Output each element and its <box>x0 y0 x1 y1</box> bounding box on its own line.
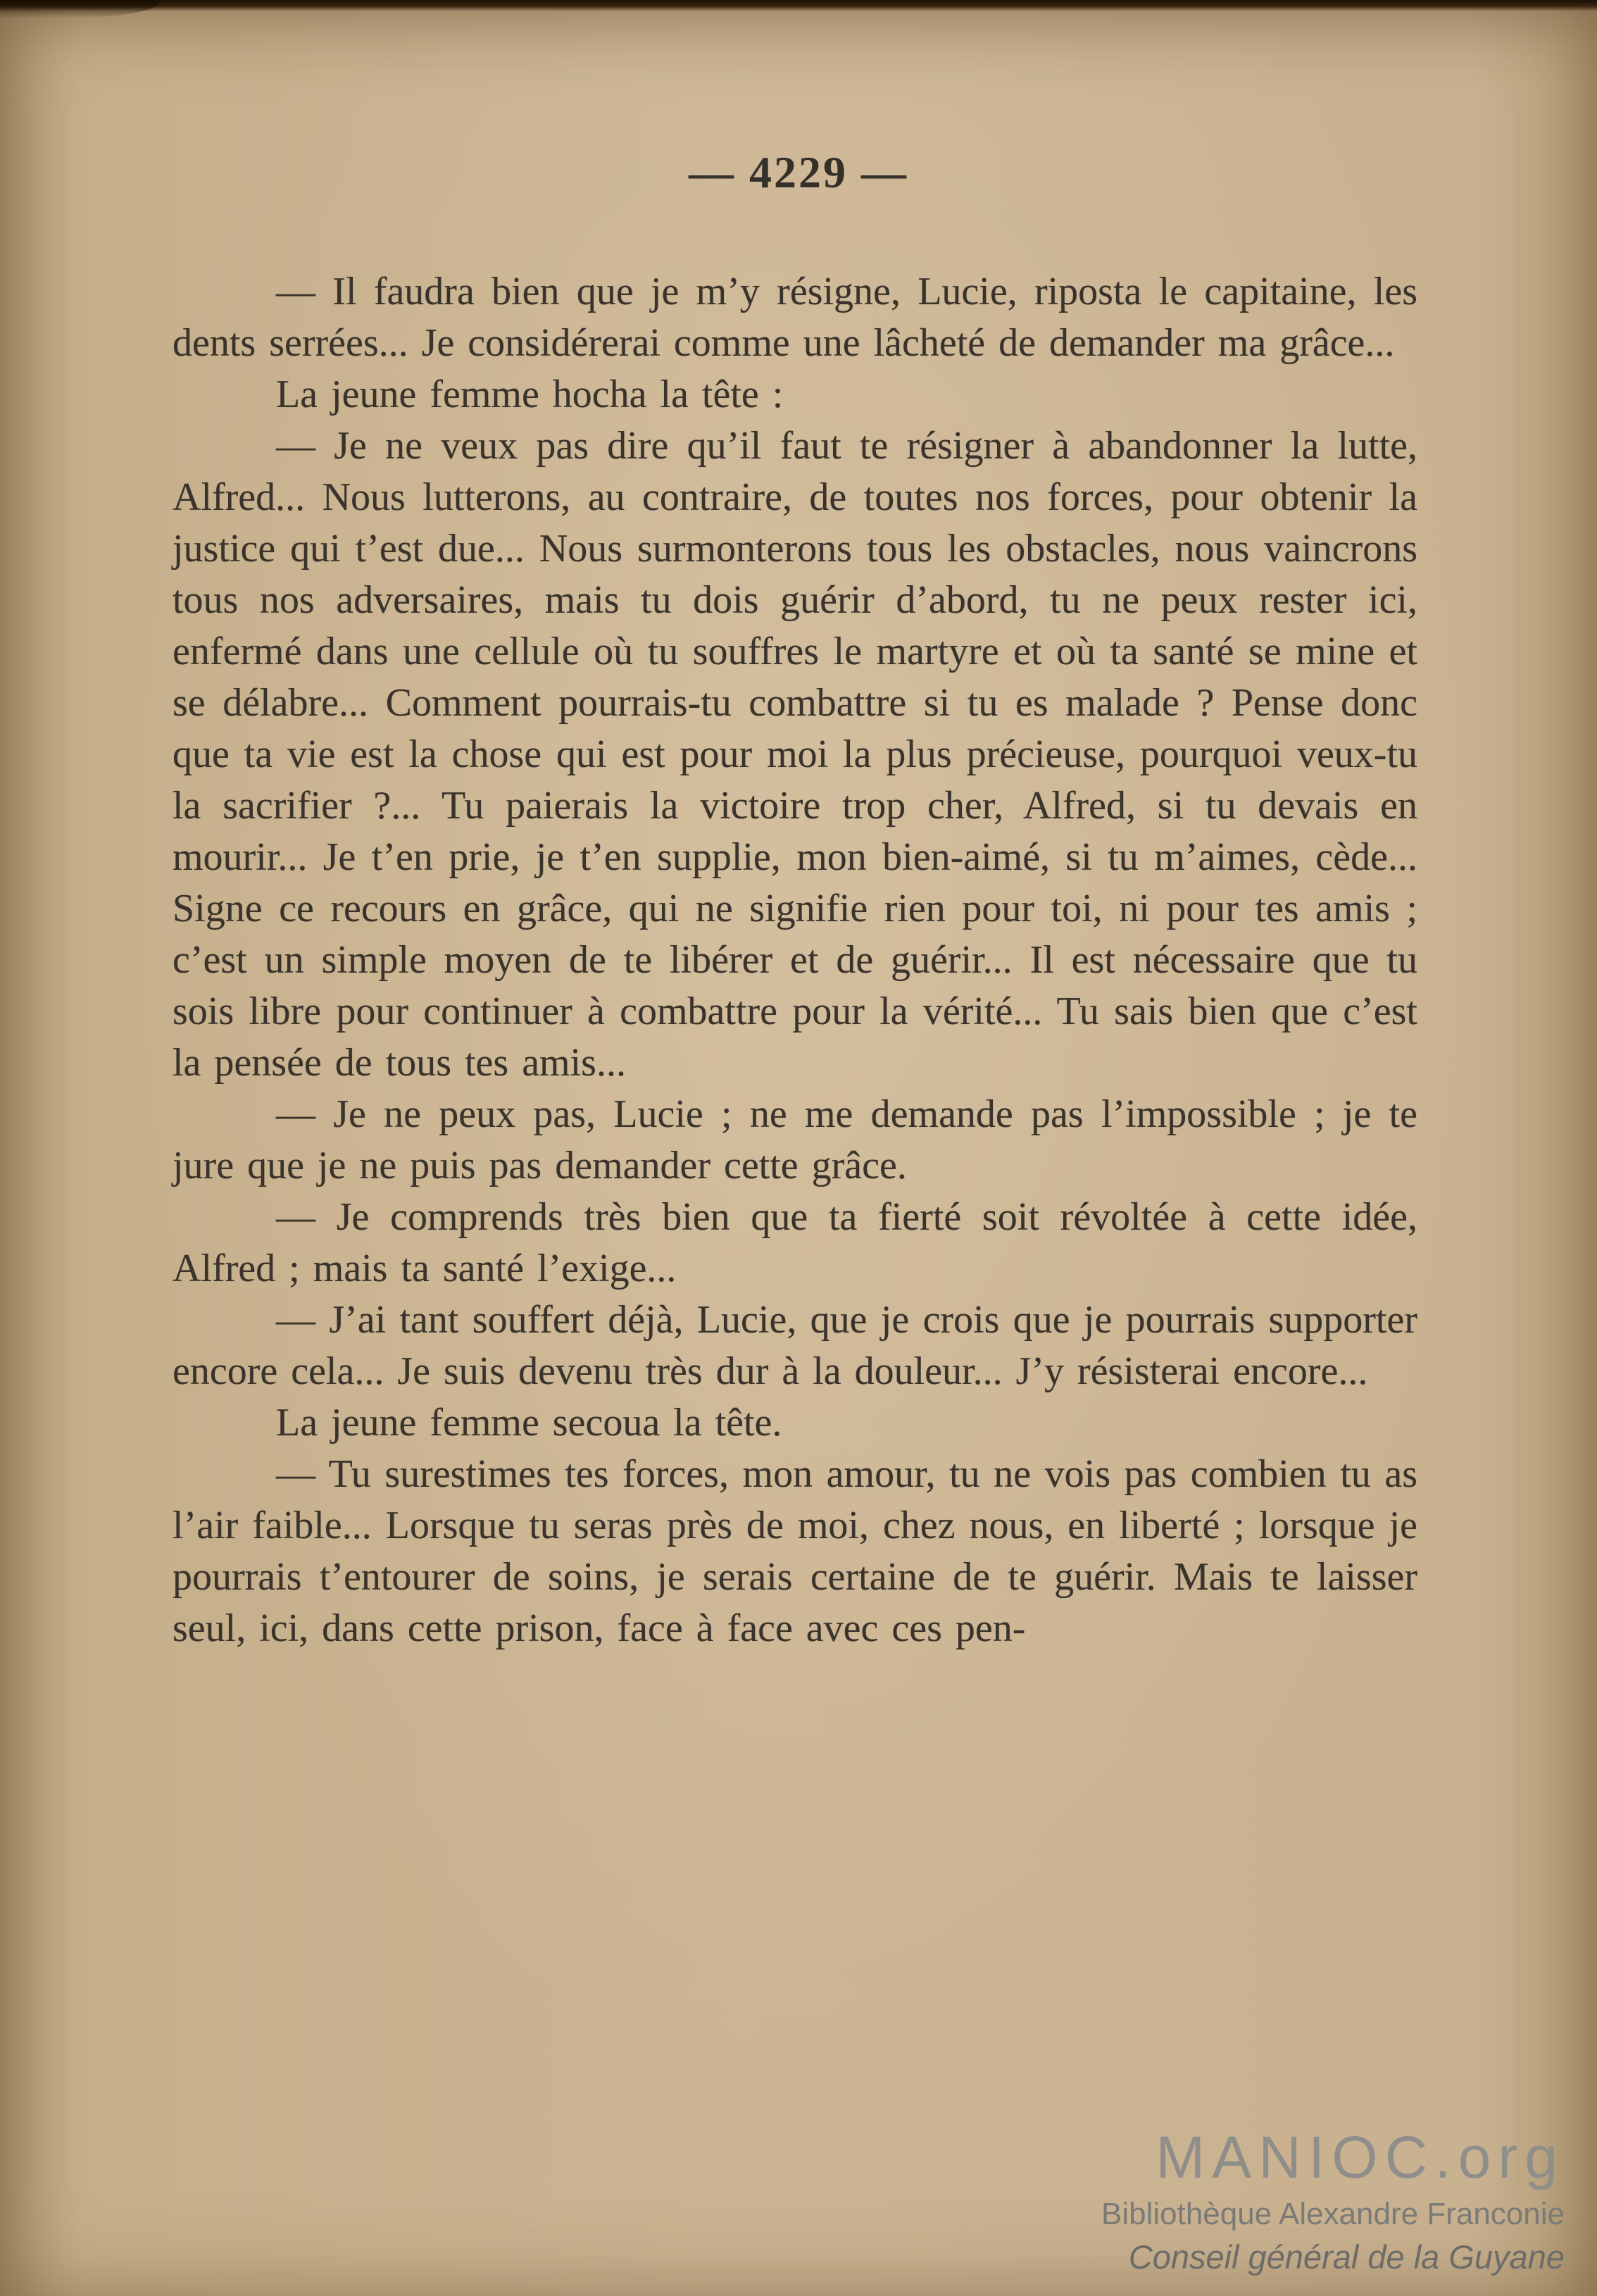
paragraph: — J’ai tant souffert déjà, Lucie, que je crois que je pourrais supporter encore cela... Je suis devenu très dur à la douleur... J’y résisterai encore... <box>173 1298 1417 1393</box>
watermark-footer <box>1101 2124 1565 2276</box>
paragraph: — Je ne veux pas dire qu’il faut te résigner à abandonner la lutte, Alfred... Nous lutterons, au contraire, de toutes nos forces, pour obtenir la justice qui t’est due... Nous surmonterons tous les obstacles, nous vaincrons tous nos adversaires, mais tu dois guérir d’abord, tu ne peux rester ici, enfermé dans une cellule où tu souffres le martyre et où ta santé se mine et se délabre... Comment pourrais-tu combattre si tu es malade ? Pense donc que ta vie est la chose qui est pour moi la plus précieuse, pourquoi veux-tu la sacrifier ?... Tu paierais la victoire trop cher, Alfred, si tu devais en mourir... Je t’en prie, je t’en supplie, mon bien-aimé, si tu m’aimes, cède... Signe ce recours en grâce, qui ne signifie rien pour toi, ni pour tes amis ; c’est un simple moyen de te libérer et de guérir... Il est nécessaire que tu sois libre pour continuer à combattre pour la vérité... Tu sais bien que c’est la pensée de tous tes amis... <box>173 424 1417 1085</box>
library-name: Bibliothèque Alexandre Franconie <box>1101 2197 1565 2232</box>
council-name: Conseil général de la Guyane <box>1128 2238 1565 2276</box>
paragraph: — Il faudra bien que je m’y résigne, Lucie, riposta le capitaine, les dents serrées... Je considérerai comme une lâcheté de demander ma grâce... <box>173 270 1417 365</box>
paragraph: — Je ne peux pas, Lucie ; ne me demande pas l’impossible ; je te jure que je ne puis pas demander cette grâce. <box>173 1092 1417 1187</box>
page-top-edge-shadow <box>0 0 1597 11</box>
body-text <box>173 266 1417 1654</box>
page-number: — 4229 — <box>689 147 908 197</box>
page-top-left-edge-shadow <box>0 0 162 18</box>
paragraph: La jeune femme hocha la tête : <box>276 373 784 416</box>
manioc-logo: MANIOC.org <box>1156 2124 1565 2191</box>
paragraph: — Tu surestimes tes forces, mon amour, tu ne vois pas combien tu as l’air faible... Lorsque tu seras près de moi, chez nous, en liberté ; lorsque je pourrais t’entourer de soins, je serais certaine de te guérir. Mais te laisser seul, ici, dans cette prison, face à face avec ces pen- <box>173 1452 1417 1650</box>
paragraph: — Je comprends très bien que ta fierté soit révoltée à cette idée, Alfred ; mais ta santé l’exige... <box>173 1195 1417 1290</box>
paragraph: La jeune femme secoua la tête. <box>276 1401 782 1445</box>
